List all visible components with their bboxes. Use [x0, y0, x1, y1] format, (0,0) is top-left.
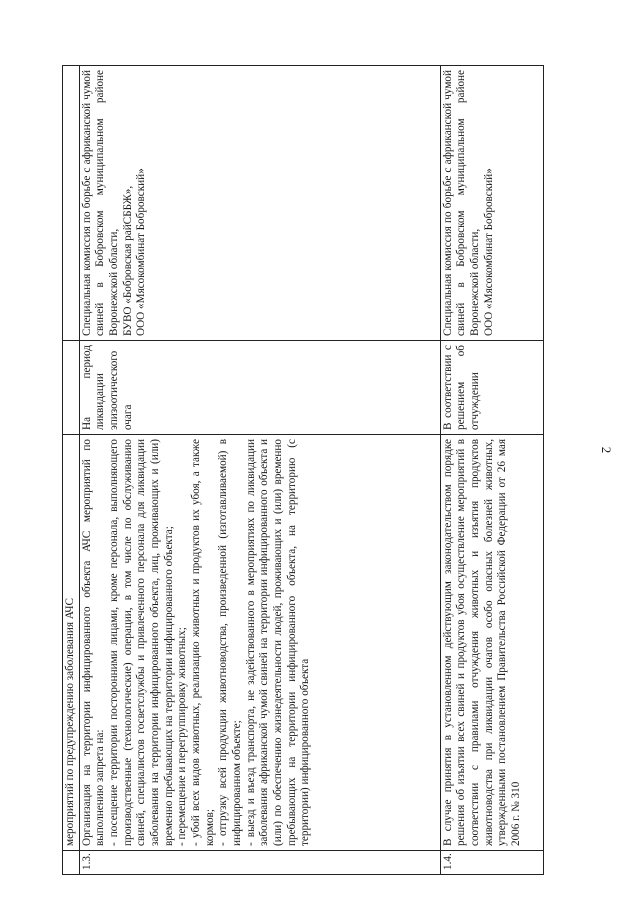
table-row	[63, 66, 80, 875]
table-cell	[63, 341, 80, 435]
row-number: 1.3.	[79, 851, 440, 875]
measure-item: - отгрузку всей продукции животноводства, произведенной (изготавливаемой) в инфицированном объекте;	[217, 439, 243, 846]
measure-item: - посещение территории посторонними лицами, кроме персонала, выполняющего производственные (технологические) операции, в том числе по обслуживанию свиней, специалистов госветслужбы и привлеченного персонала для ликвидации заболевания на территории инфицированного объекта, лиц, проживающих и (или) временно пребывающих на территории инфицированного объекта;	[107, 439, 175, 846]
responsible-line: Специальная комиссия по борьбе с африканской чумой свиней в Бобровском муниципальном районе Воронежской области,	[80, 70, 120, 336]
responsible-cell	[440, 66, 543, 341]
term-cell: На период ликвидации эпизоотического очага	[79, 341, 440, 435]
table-cell	[63, 66, 80, 341]
table-row	[79, 66, 440, 875]
measure-cell	[79, 435, 440, 851]
measure-intro: Организация на территории инфицированного объекта АЧС мероприятий по выполнению запрета на:	[80, 439, 107, 846]
measure-item: - убой всех видов животных, реализацию животных и продуктов их убоя, а также кормов;	[189, 439, 216, 846]
responsible-line: БУВО «Бобровская райСББЖ»,	[121, 185, 134, 336]
table-row	[440, 66, 543, 875]
responsible-line: Специальная комиссия по борьбе с африканской чумой свиней в Бобровском муниципальном районе Воронежской области,	[441, 70, 481, 336]
section-title: мероприятий по предупреждению заболевания АЧС	[63, 435, 80, 851]
table-cell	[63, 851, 80, 875]
page-number: 2	[599, 446, 614, 454]
term-cell: В соответствии с решением об отчуждении	[440, 341, 543, 435]
measures-table	[62, 65, 544, 875]
row-number: 1.4.	[440, 851, 543, 875]
measure-item: - перемещение и перегруппировку животных;	[176, 627, 189, 846]
measure-cell: В случае принятия в установленном действующим законодательством порядке решения об изъятии всех свиней и продуктов убоя осуществление мероприятий в соответствии с правилами отчуждения животных и изъятия продуктов животноводства при ликвидации очагов особо опасных болезней животных, утвержденными постановлением Правительства Российской Федерации от 26 мая 2006 г. № 310	[440, 435, 543, 851]
measure-item: - выезд и въезд транспорта, не задействованного в мероприятиях по ликвидации заболевания африканской чумой свиней на территории инфицированного объекта и (или) по обеспечению жизнедеятельности людей, проживающих и (или) временно пребывающих на территории инфицированного объекта, на территорию (с территории) инфицированного объекта	[244, 439, 312, 846]
responsible-cell	[79, 66, 440, 341]
responsible-line: ООО «Мясокомбинат Бобровский»	[482, 168, 495, 336]
responsible-line: ООО «Мясокомбинат Бобровский»	[135, 168, 148, 336]
